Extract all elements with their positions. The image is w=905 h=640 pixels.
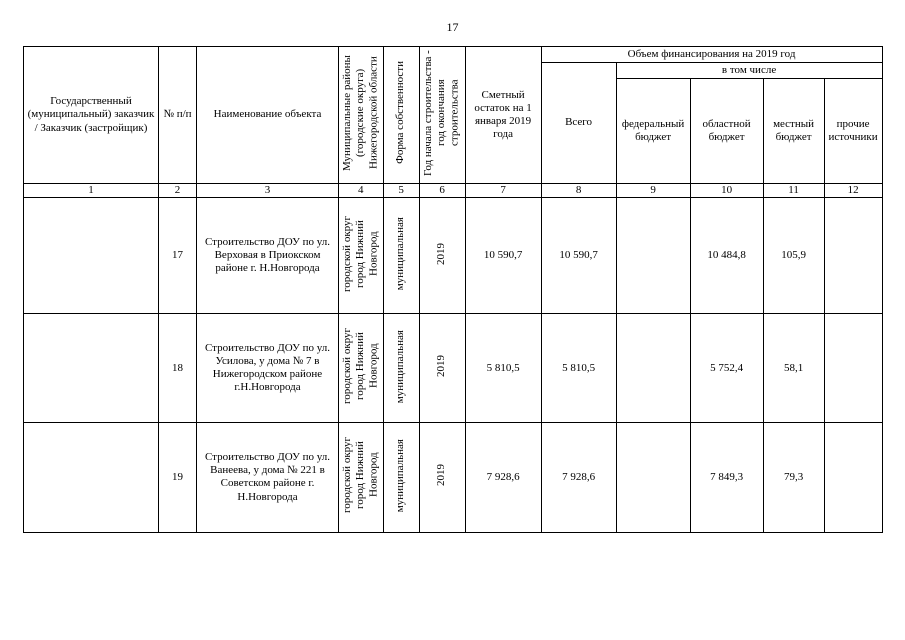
- table-row: [24, 314, 883, 423]
- local: 79,3: [763, 423, 824, 532]
- column-number: 4: [339, 184, 384, 198]
- column-number: 1: [24, 184, 159, 198]
- ownership: муниципальная: [394, 438, 407, 512]
- table-row: [24, 198, 883, 314]
- header-total: Всего: [541, 63, 616, 184]
- table-row: [24, 423, 883, 532]
- district: городской округ город Нижний Новгород: [341, 328, 380, 405]
- customer-cell: [24, 314, 159, 423]
- column-number: 5: [383, 184, 419, 198]
- header-years-cell: [419, 47, 465, 184]
- column-number: 6: [419, 184, 465, 198]
- column-number: 10: [690, 184, 763, 198]
- header-regional: областной бюджет: [690, 79, 763, 184]
- row-number: 18: [159, 314, 197, 423]
- column-number: 11: [763, 184, 824, 198]
- row-number: 17: [159, 198, 197, 314]
- column-number-row: [24, 184, 883, 198]
- column-number: 3: [197, 184, 339, 198]
- header-local: местный бюджет: [763, 79, 824, 184]
- header-district: Муниципальные районы (городские округа) Нижегородской области: [341, 54, 380, 171]
- page-number: 17: [446, 20, 459, 34]
- header-object-name: Наименование объекта: [197, 47, 339, 184]
- customer-cell: [24, 198, 159, 314]
- regional: 5 752,4: [690, 314, 763, 423]
- header-financing: Объем финансирования на 2019 год: [541, 47, 882, 63]
- federal: [616, 198, 690, 314]
- years: 2019: [435, 355, 448, 378]
- object-name: Строительство ДОУ по ул. Усилова, у дома № 7 в Нижегородском районе г.Н.Новгорода: [197, 314, 339, 423]
- header-including: в том числе: [616, 63, 882, 79]
- header-number: № п/п: [159, 47, 197, 184]
- header-other: прочие источники: [824, 79, 882, 184]
- column-number: 9: [616, 184, 690, 198]
- district-cell: [339, 314, 384, 423]
- header-district-cell: [339, 47, 384, 184]
- row-number: 19: [159, 423, 197, 532]
- header-balance: Сметный остаток на 1 января 2019 года: [465, 47, 541, 184]
- ownership: муниципальная: [394, 216, 407, 291]
- years: 2019: [435, 242, 448, 265]
- total: 10 590,7: [541, 198, 616, 314]
- district-cell: [339, 198, 384, 314]
- balance: 5 810,5: [465, 314, 541, 423]
- column-number: 8: [541, 184, 616, 198]
- local: 105,9: [763, 198, 824, 314]
- ownership-cell: [383, 314, 419, 423]
- balance: 7 928,6: [465, 423, 541, 532]
- column-number: 2: [159, 184, 197, 198]
- customer-cell: [24, 423, 159, 532]
- years: 2019: [435, 464, 448, 487]
- total: 5 810,5: [541, 314, 616, 423]
- regional: 10 484,8: [690, 198, 763, 314]
- total: 7 928,6: [541, 423, 616, 532]
- header-customer: Государственный (муниципальный) заказчик / Заказчик (застройщик): [24, 47, 159, 184]
- district: городской округ город Нижний Новгород: [341, 215, 380, 292]
- object-name: Строительство ДОУ по ул. Верховая в Приокском районе г. Н.Новгорода: [197, 198, 339, 314]
- column-number: 12: [824, 184, 882, 198]
- years-cell: [419, 314, 465, 423]
- header-ownership-cell: [383, 47, 419, 184]
- other: [824, 198, 882, 314]
- financing-table: [23, 46, 883, 533]
- federal: [616, 314, 690, 423]
- header-federal: федеральный бюджет: [616, 79, 690, 184]
- district-cell: [339, 423, 384, 532]
- object-name: Строительство ДОУ по ул. Ванеева, у дома № 221 в Советском районе г. Н.Новгорода: [197, 423, 339, 532]
- ownership-cell: [383, 423, 419, 532]
- column-number: 7: [465, 184, 541, 198]
- header-years: Год начала строительства - год окончания строительства: [422, 50, 461, 176]
- regional: 7 849,3: [690, 423, 763, 532]
- district: городской округ город Нижний Новгород: [341, 437, 380, 514]
- ownership: муниципальная: [394, 329, 407, 403]
- years-cell: [419, 423, 465, 532]
- header-ownership: Форма собственности: [394, 61, 407, 165]
- balance: 10 590,7: [465, 198, 541, 314]
- other: [824, 423, 882, 532]
- federal: [616, 423, 690, 532]
- years-cell: [419, 198, 465, 314]
- other: [824, 314, 882, 423]
- ownership-cell: [383, 198, 419, 314]
- local: 58,1: [763, 314, 824, 423]
